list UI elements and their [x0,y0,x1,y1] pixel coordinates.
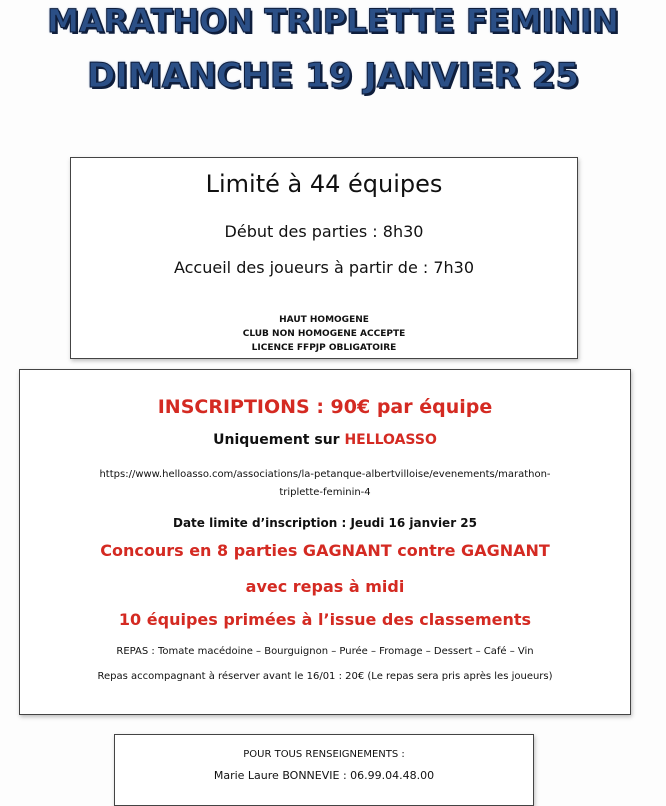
registration-url-line2[interactable]: triplette-feminin-4 [279,487,371,498]
event-date: DIMANCHE 19 JANVIER 25 [86,56,580,96]
registration-platform [20,432,630,448]
note-haut-homogene: HAUT HOMOGENE [279,315,369,325]
contest-format: Concours en 8 parties GAGNANT contre GAGNANT [100,541,550,560]
prize-info: 10 équipes primées à l’issue des classements [118,610,532,629]
welcome-time: Accueil des joueurs à partir de : 7h30 [173,258,475,277]
platform-name: HELLOASSO [344,432,437,448]
meal-menu: REPAS : Tomate macédoine – Bourguignon – Purée – Fromage – Dessert – Café – Vin [116,646,534,657]
registration-link[interactable] [20,466,630,502]
note-club: CLUB NON HOMOGENE ACCEPTE [242,329,406,339]
event-title: MARATHON TRIPLETTE FEMININ [47,2,619,40]
note-licence: LICENCE FFPJP OBLIGATOIRE [251,343,397,353]
registration-price: INSCRIPTIONS : 90€ par équipe [157,396,493,418]
meal-info: avec repas à midi [245,577,405,596]
companion-meal: Repas accompagnant à réserver avant le 16/01 : 20€ (Le repas sera pris après les joueurs) [97,671,553,682]
start-time: Début des parties : 8h30 [224,222,424,241]
team-limit: Limité à 44 équipes [205,170,443,198]
registration-deadline: Date limite d’inscription : Jeudi 16 janvier 25 [172,516,477,530]
platform-prefix: Uniquement sur [213,432,345,448]
registration-box [19,369,631,715]
registration-url-line1[interactable]: https://www.helloasso.com/associations/la-petanque-albertvilloise/evenements/marathon- [99,469,551,480]
contact-label: POUR TOUS RENSEIGNEMENTS : [243,749,405,760]
contact-box [114,734,534,806]
info-box [70,157,578,359]
contact-person: Marie Laure BONNEVIE : 06.99.04.48.00 [213,769,435,782]
